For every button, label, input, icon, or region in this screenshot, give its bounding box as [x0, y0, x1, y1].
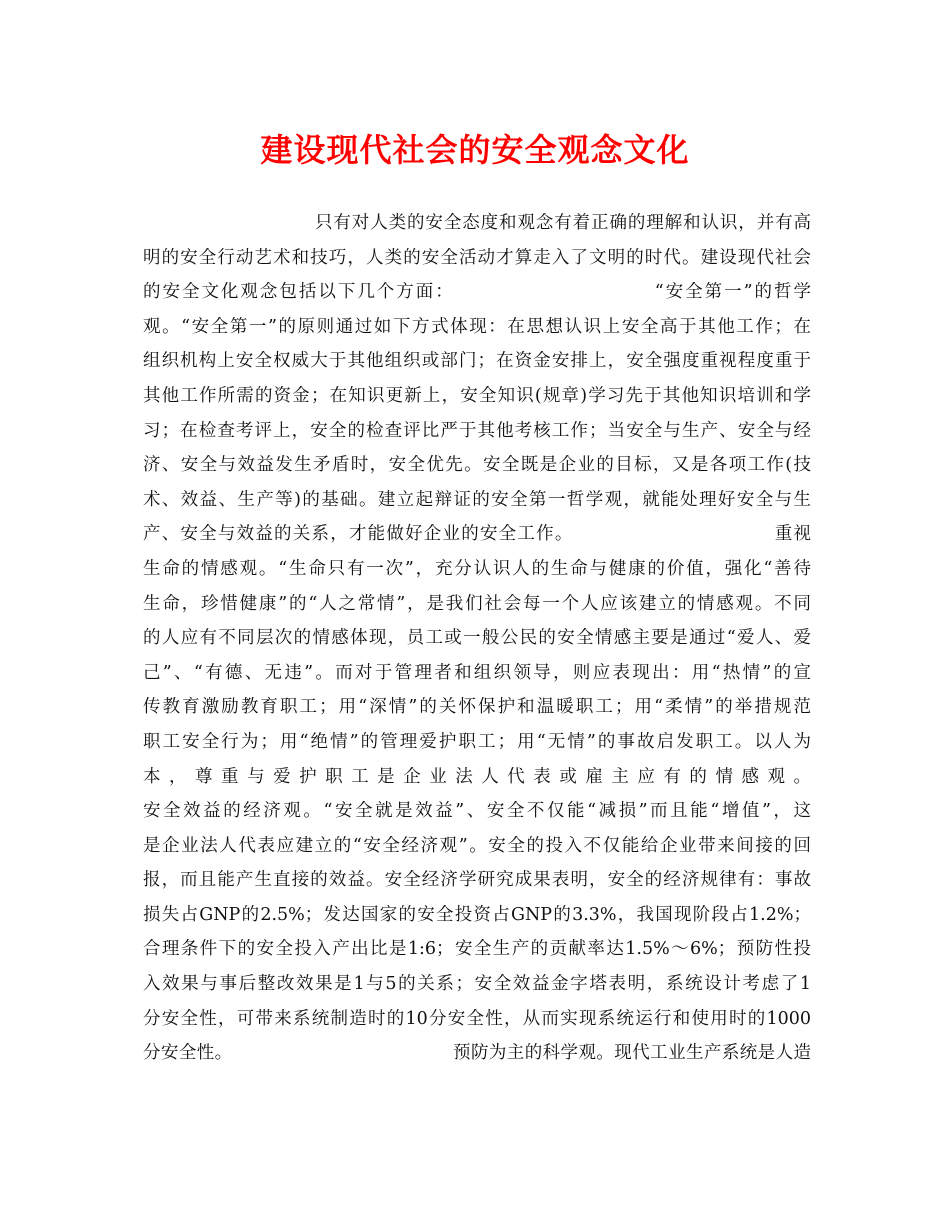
text-line-segment: 合理条件下的安全投入产出比是1:6；安全生产的贡献率达1.5%～6%；预防性投: [143, 939, 811, 960]
text-line: [143, 725, 811, 760]
text-line-segment: 安全效益的经济观。“安全就是效益”、安全不仅能“减损”而且能“增值”，这: [143, 801, 811, 822]
text-line-segment: 组织机构上安全权威大于其他组织或部门；在资金安排上，安全强度重视程度重于: [143, 351, 811, 372]
text-line-segment: 只有对人类的安全态度和观念有着正确的理解和认识，并有高: [315, 213, 811, 233]
text-line: [143, 587, 811, 622]
text-line: [143, 241, 811, 276]
text-line-segment: “安全第一”的哲学: [654, 282, 811, 303]
text-line: [143, 932, 811, 967]
text-line: [143, 863, 811, 898]
text-line-segment: 分安全性。: [143, 1043, 233, 1064]
text-line: [143, 898, 811, 933]
text-line-segment: 预防为主的科学观。现代工业生产系统是人造: [452, 1043, 811, 1064]
text-line-segment: 其他工作所需的资金；在知识更新上，安全知识(规章)学习先于其他知识培训和学: [143, 385, 811, 406]
document-title: 建设现代社会的安全观念文化: [260, 131, 690, 169]
text-line: [143, 552, 811, 587]
text-line-segment: 的人应有不同层次的情感体现，员工或一般公民的安全情感主要是通过“爱人、爱: [143, 628, 811, 649]
text-line-segment: 重视: [773, 524, 811, 545]
text-line-segment: 职工安全行为；用“绝情”的管理爱护职工；用“无情”的事故启发职工。以人为: [143, 731, 811, 752]
text-line: [143, 690, 811, 725]
text-line: [143, 275, 811, 310]
document-body: [143, 206, 811, 1071]
text-line: [143, 656, 811, 691]
text-line: [143, 760, 811, 795]
text-line-segment: 济、安全与效益发生矛盾时，安全优先。安全既是企业的目标，又是各项工作(技: [143, 455, 811, 476]
text-line-segment: 观。“安全第一”的原则通过如下方式体现：在思想认识上安全高于其他工作；在: [143, 316, 811, 337]
text-line-segment: 损失占GNP的2.5%；发达国家的安全投资占GNP的3.3%，我国现阶段占1.2%；: [143, 904, 811, 925]
text-line: [143, 483, 811, 518]
text-line: [143, 1036, 811, 1071]
text-line-segment: 产、安全与效益的关系，才能做好企业的安全工作。: [143, 524, 574, 545]
text-line: [143, 206, 811, 241]
text-line-segment: 己”、“有德、无违”。而对于管理者和组织领导，则应表现出：用“热情”的宣: [143, 662, 811, 683]
text-line-segment: 生命，珍惜健康”的“人之常情”，是我们社会每一个人应该建立的情感观。不同: [143, 593, 811, 614]
text-line: [143, 1002, 811, 1037]
text-line: [143, 414, 811, 449]
text-line-segment: 术、效益、生产等)的基础。建立起辩证的安全第一哲学观，就能处理好安全与生: [143, 489, 811, 510]
text-line: [143, 379, 811, 414]
text-line-segment: 是企业法人代表应建立的“安全经济观”。安全的投入不仅能给企业带来间接的回: [143, 835, 811, 856]
text-line-segment: 的安全文化观念包括以下几个方面：: [143, 282, 455, 303]
text-line: [143, 829, 811, 864]
text-line-segment: 入效果与事后整改效果是1与5的关系；安全效益金字塔表明，系统设计考虑了1: [143, 974, 811, 995]
text-line: [143, 448, 811, 483]
text-line-segment: 生命的情感观。“生命只有一次”，充分认识人的生命与健康的价值，强化“善待: [143, 558, 811, 579]
text-line-segment: 明的安全行动艺术和技巧，人类的安全活动才算走入了文明的时代。建设现代社会: [143, 247, 811, 268]
text-line: [143, 517, 811, 552]
text-line: [143, 621, 811, 656]
text-line: [143, 310, 811, 345]
text-line: [143, 794, 811, 829]
text-line: [143, 967, 811, 1002]
text-line-segment: 本，尊重与爱护职工是企业法人代表或雇主应有的情感观。: [143, 766, 811, 787]
text-line-segment: 习；在检查考评上，安全的检查评比严于其他考核工作；当安全与生产、安全与经: [143, 420, 811, 441]
text-line-segment: 传教育激励教育职工；用“深情”的关怀保护和温暖职工；用“柔情”的举措规范: [143, 697, 811, 718]
text-line-segment: 分安全性，可带来系统制造时的10分安全性，从而实现系统运行和使用时的1000: [143, 1008, 811, 1029]
text-line: [143, 344, 811, 379]
text-line-segment: 报，而且能产生直接的效益。安全经济学研究成果表明，安全的经济规律有：事故: [143, 870, 811, 891]
